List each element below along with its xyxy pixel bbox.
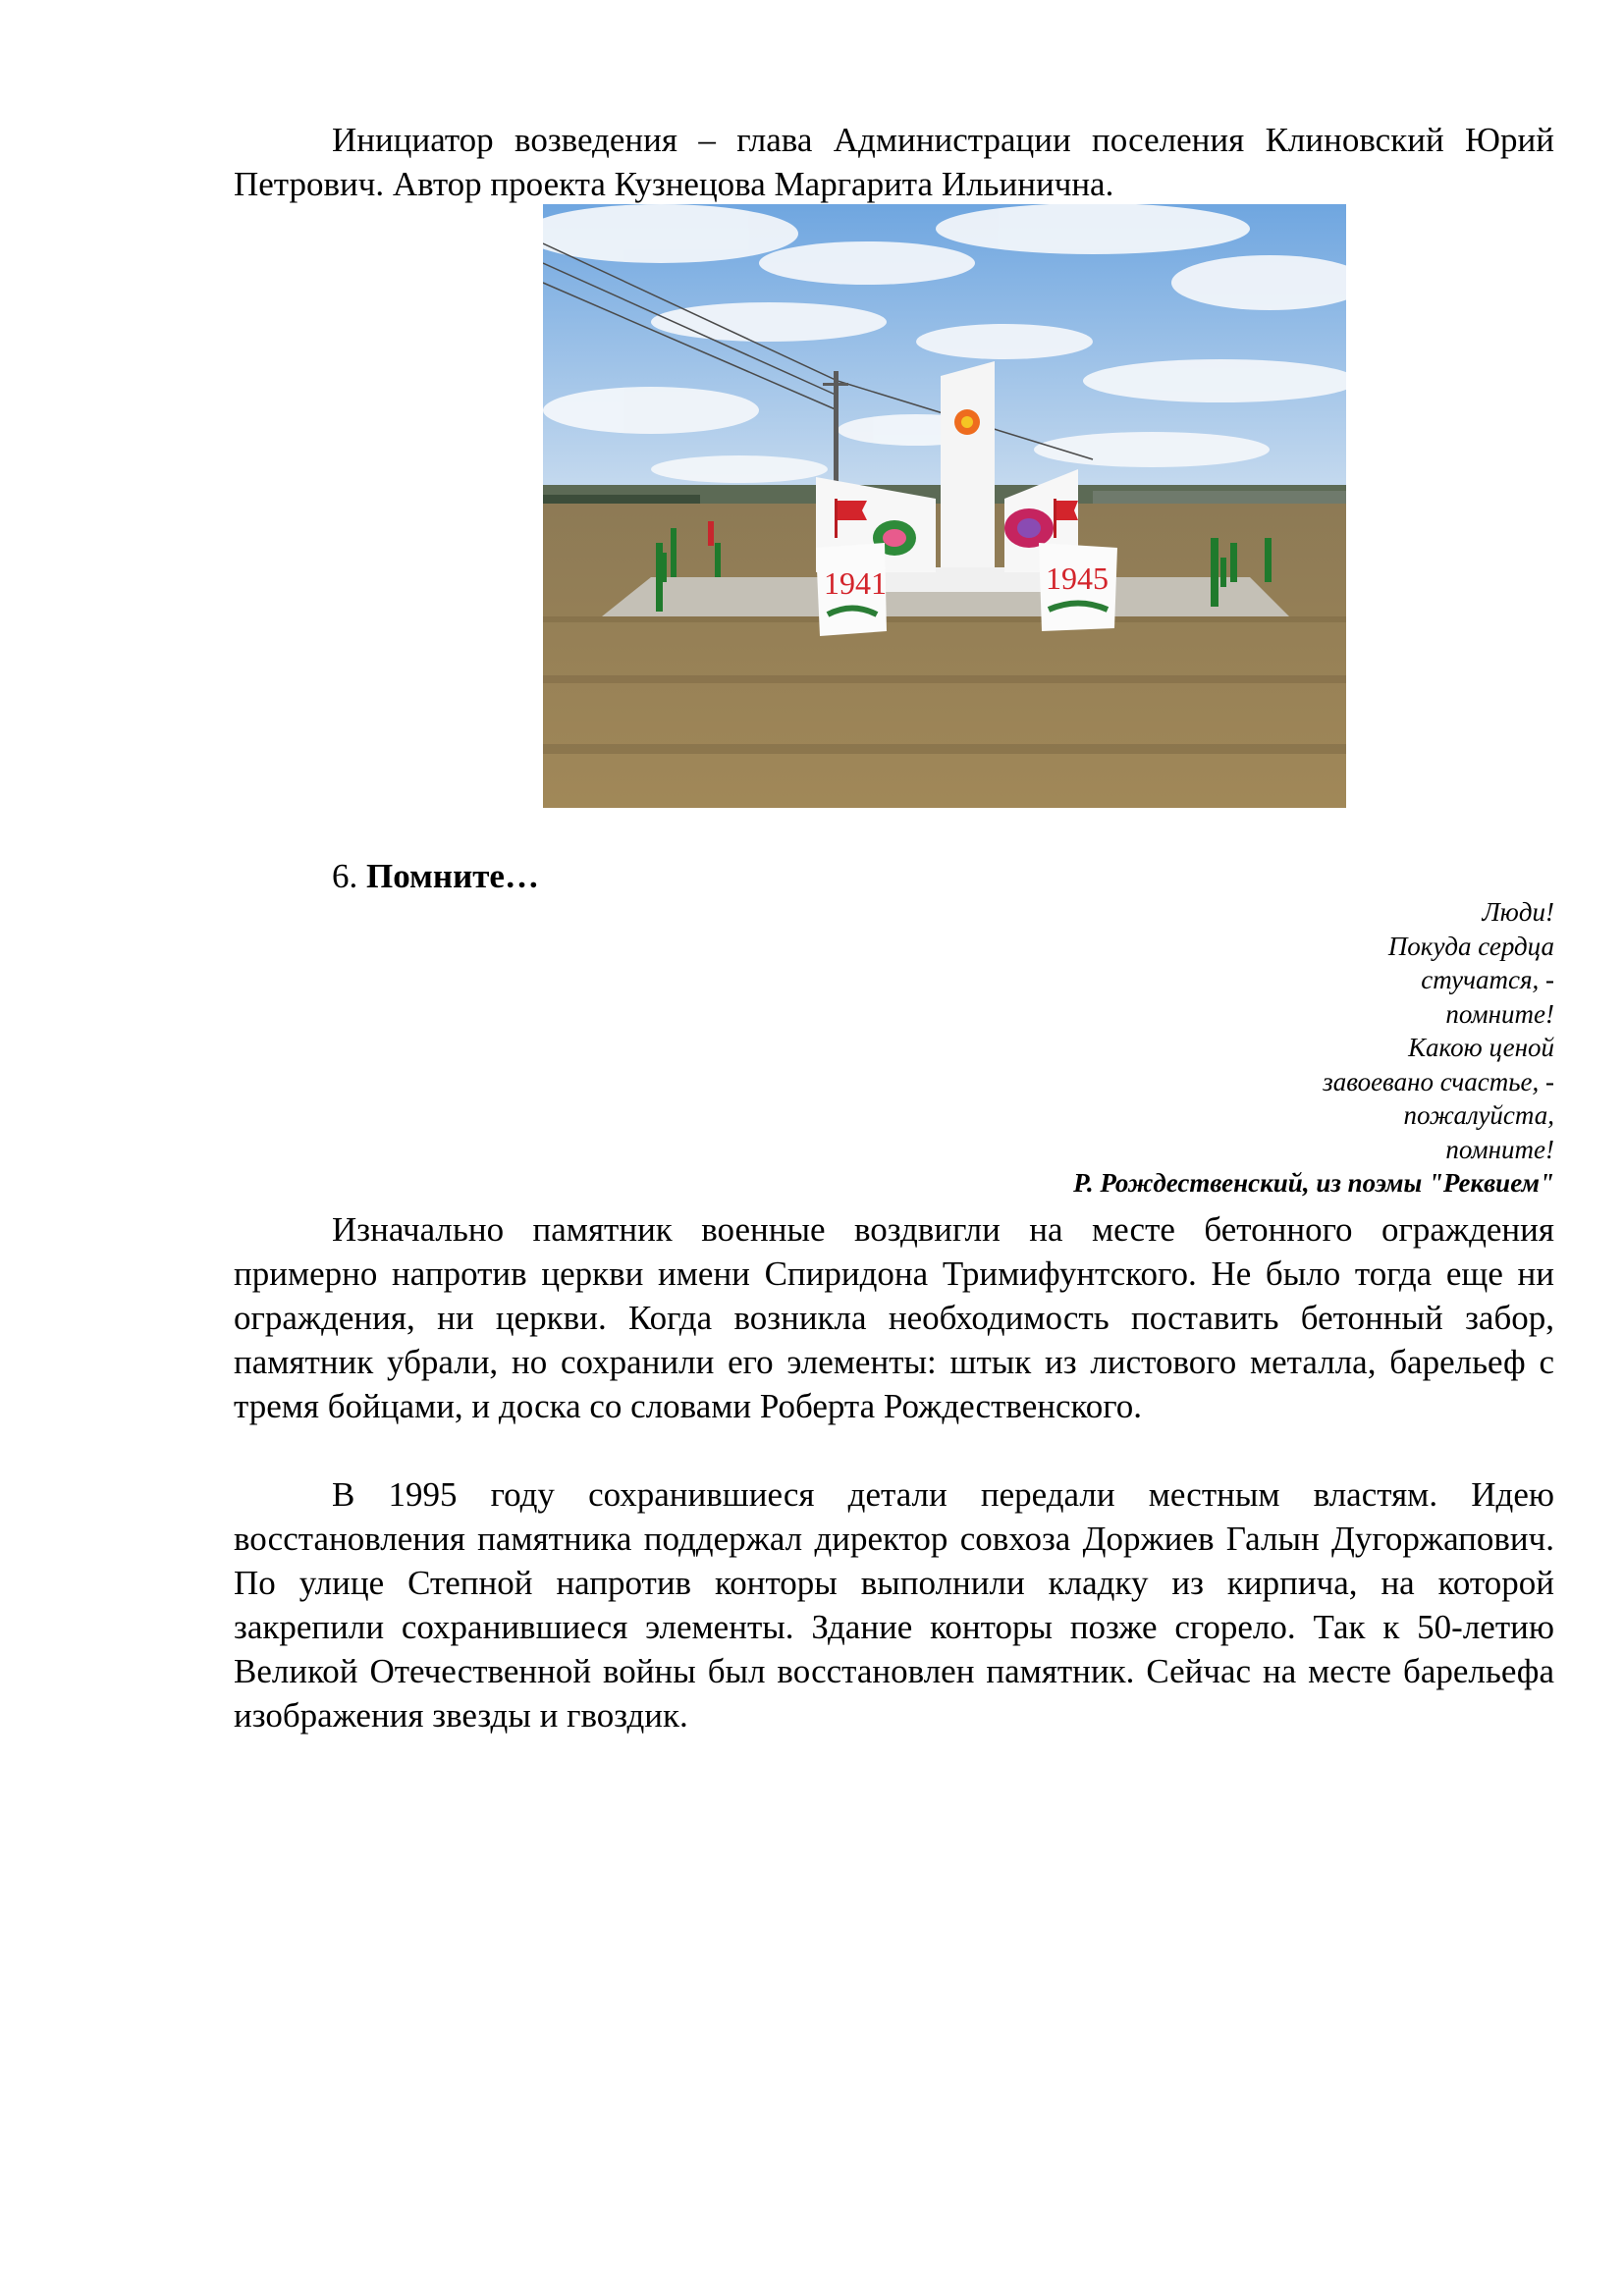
- epigraph: [1073, 895, 1554, 1201]
- red-post: [708, 521, 714, 546]
- body-paragraph: Изначально памятник военные воздвигли на месте бетонного ограждения примерно напротив церкви имени Спиридона Тримифунтского. Не было тогда еще ни ограждения, ни церкви. Когда возникла необходимость поставить бетонный забор, памятник убрали, но сохранили его элементы: штык из листового металла, барельеф с тремя бойцами, и доска со словами Роберта Рождественского.: [234, 1210, 1554, 1425]
- epigraph-line: Какою ценой: [1408, 1033, 1554, 1062]
- epigraph-attribution: Р. Рождественский, из поэмы "Реквием": [1073, 1168, 1554, 1198]
- section-number: 6.: [332, 857, 358, 895]
- epigraph-line: завоевано счастье, -: [1323, 1066, 1554, 1096]
- year-1941: 1941: [824, 565, 887, 601]
- epigraph-line: Люди!: [1482, 897, 1554, 927]
- intro-paragraph: Инициатор возведения – глава Администрации поселения Клиновский Юрий Петрович. Автор проекта Кузнецова Маргарита Ильинична.: [234, 121, 1554, 203]
- epigraph-line: стучатся, -: [1421, 965, 1554, 994]
- year-1945: 1945: [1046, 561, 1109, 596]
- memorial-photo: [543, 204, 1346, 808]
- central-stele: [941, 361, 995, 577]
- section-title: Помните…: [366, 857, 539, 895]
- section-heading: [332, 854, 539, 898]
- epigraph-line: пожалуйста,: [1403, 1100, 1554, 1130]
- epigraph-line: Покуда сердца: [1387, 931, 1554, 961]
- epigraph-line: помните!: [1445, 1134, 1554, 1164]
- epigraph-line: помните!: [1445, 998, 1554, 1029]
- body-paragraph: В 1995 году сохранившиеся детали передали местным властям. Идею восстановления памятника поддержал директор совхоза Доржиев Галын Дугоржапович. По улице Степной напротив конторы выполнили кладку из кирпича, на которой закрепили сохранившиеся элементы. Здание конторы позже сгорело. Так к 50-летию Великой Отечественной войны был восстановлен памятник. Сейчас на месте барельефа изображения звезды и гвоздик.: [234, 1475, 1554, 1735]
